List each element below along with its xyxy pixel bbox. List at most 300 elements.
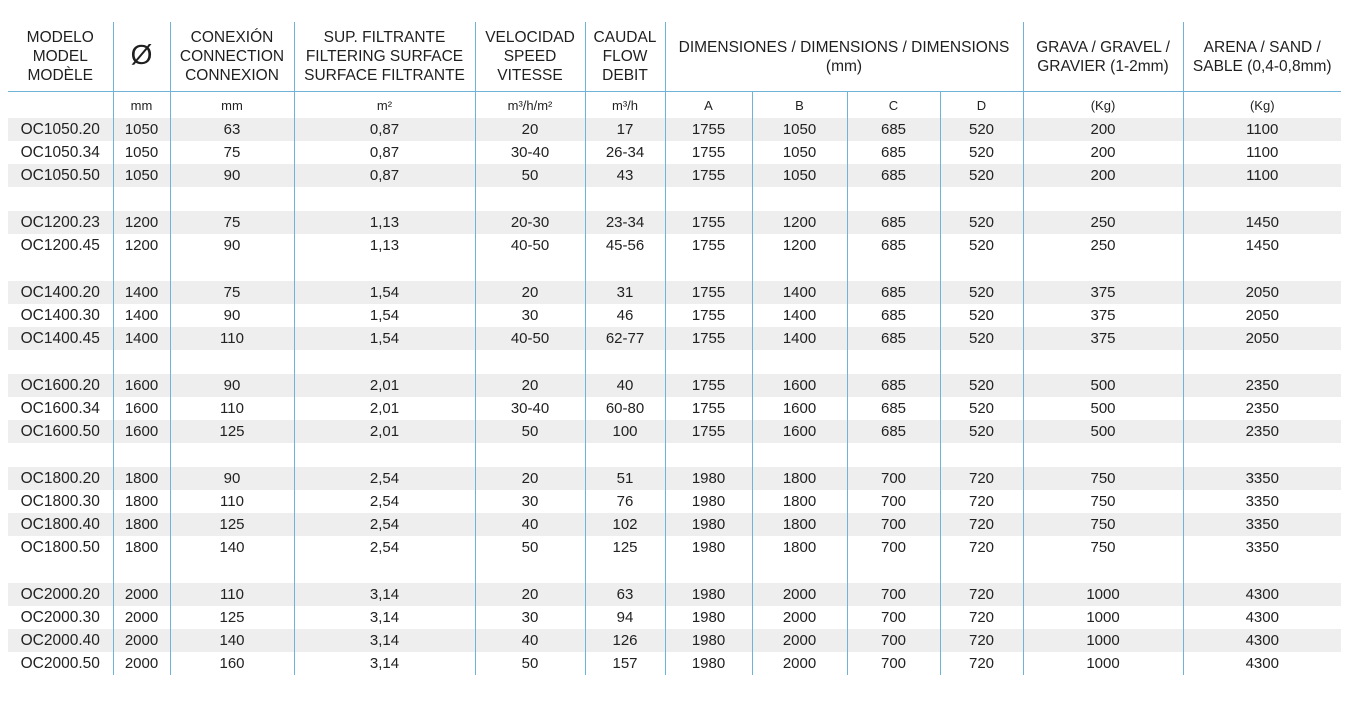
cell-diameter [113,443,170,467]
cell-speed: 40 [475,513,585,536]
unit-c: C [847,92,940,119]
cell-model: OC1600.34 [8,397,113,420]
cell-speed: 20 [475,583,585,606]
cell-surface [294,350,475,374]
cell-model: OC1800.30 [8,490,113,513]
cell-b: 1050 [752,141,847,164]
table-row [8,327,1341,350]
cell-connection: 90 [170,234,294,257]
cell-gravel: 250 [1023,211,1183,234]
cell-connection: 110 [170,397,294,420]
cell-flow: 62-77 [585,327,665,350]
cell-diameter: 1400 [113,304,170,327]
cell-speed: 50 [475,536,585,559]
cell-b [752,559,847,583]
cell-speed: 30 [475,304,585,327]
table-row [8,118,1341,141]
cell-a: 1755 [665,118,752,141]
cell-model: OC2000.20 [8,583,113,606]
cell-sand [1183,559,1341,583]
cell-sand: 1100 [1246,144,1279,161]
cell-model [8,350,113,374]
cell-c: 685 [847,327,940,350]
unit-model [8,92,113,119]
cell-gravel: 250 [1023,234,1183,257]
cell-d: 520 [940,397,1023,420]
cell-surface: 1,13 [294,234,475,257]
group-spacer-row [8,443,1341,467]
cell-c [847,350,940,374]
unit-a: A [665,92,752,119]
cell-surface: 2,54 [294,536,475,559]
cell-gravel: 375 [1023,281,1183,304]
cell-sand [1183,443,1341,467]
cell-d: 520 [940,304,1023,327]
cell-d [940,559,1023,583]
cell-c [847,443,940,467]
cell-d: 720 [940,652,1023,675]
cell-b: 1050 [752,118,847,141]
table-row [8,281,1341,304]
cell-model: OC1400.20 [8,281,113,304]
unit-row [8,92,1341,119]
cell-a: 1755 [665,304,752,327]
cell-connection: 110 [170,490,294,513]
cell-c [847,257,940,281]
cell-a: 1755 [665,327,752,350]
cell-diameter: 1050 [113,141,170,164]
cell-model: OC1050.34 [8,141,113,164]
cell-flow: 51 [585,467,665,490]
cell-surface: 2,01 [294,397,475,420]
cell-gravel: 750 [1023,490,1183,513]
cell-a: 1755 [665,420,752,443]
group-spacer-row [8,559,1341,583]
cell-gravel [1023,187,1183,211]
cell-model: OC1800.20 [8,467,113,490]
cell-a [665,443,752,467]
cell-model: OC1600.20 [8,374,113,397]
cell-connection: 125 [170,513,294,536]
table-row [8,141,1341,164]
cell-b: 1050 [752,164,847,187]
table-row [8,211,1341,234]
cell-diameter [113,350,170,374]
cell-model: OC1800.50 [8,536,113,559]
cell-diameter [113,559,170,583]
cell-surface: 2,54 [294,513,475,536]
cell-surface: 0,87 [294,141,475,164]
cell-connection [170,443,294,467]
cell-speed: 40-50 [475,327,585,350]
cell-a: 1755 [665,164,752,187]
cell-gravel [1023,559,1183,583]
cell-surface [294,559,475,583]
table-row [8,397,1341,420]
cell-c: 685 [847,420,940,443]
cell-a: 1980 [665,629,752,652]
cell-b [752,443,847,467]
cell-connection: 90 [170,374,294,397]
cell-c: 700 [847,583,940,606]
cell-b: 1400 [752,327,847,350]
header-diameter: Ø [113,22,170,92]
cell-gravel: 500 [1023,374,1183,397]
cell-speed [475,443,585,467]
cell-gravel: 1000 [1023,606,1183,629]
header-connection: CONEXIÓN CONNECTION CONNEXION [170,22,294,92]
cell-diameter: 1800 [113,513,170,536]
cell-model: OC1200.23 [8,211,113,234]
cell-d: 720 [940,467,1023,490]
table-row [8,420,1341,443]
cell-surface: 1,54 [294,281,475,304]
cell-d: 520 [940,211,1023,234]
cell-c: 685 [847,141,940,164]
cell-c: 685 [847,304,940,327]
unit-diameter: mm [113,92,170,119]
cell-model [8,257,113,281]
table-row [8,606,1341,629]
cell-sand: 4300 [1183,583,1341,606]
cell-c: 685 [847,397,940,420]
group-spacer-row [8,257,1341,281]
cell-gravel: 375 [1023,327,1183,350]
cell-b: 1200 [752,234,847,257]
group-spacer-row [8,187,1341,211]
cell-model: OC1050.50 [8,164,113,187]
cell-sand: 1100 [1183,118,1341,141]
cell-model: OC1600.50 [8,420,113,443]
cell-diameter: 1200 [113,211,170,234]
table-row [8,629,1341,652]
cell-sand: 2050 [1183,281,1341,304]
cell-surface: 2,01 [294,374,475,397]
cell-d: 720 [940,629,1023,652]
unit-connection: mm [170,92,294,119]
table-row [8,374,1341,397]
cell-model: OC1200.45 [8,234,113,257]
cell-c: 685 [847,281,940,304]
cell-model: OC2000.50 [8,652,113,675]
cell-sand: 4300 [1245,609,1279,626]
cell-flow [585,559,665,583]
cell-speed: 30-40 [475,397,585,420]
cell-b: 2000 [752,606,847,629]
cell-a: 1980 [665,536,752,559]
cell-surface: 2,54 [294,467,475,490]
cell-c: 700 [847,467,940,490]
cell-model: OC2000.30 [8,606,113,629]
cell-flow: 26-34 [585,141,665,164]
cell-a: 1755 [665,234,752,257]
cell-sand [1183,350,1341,374]
cell-b: 1600 [752,420,847,443]
cell-flow [585,257,665,281]
cell-b: 1400 [752,304,847,327]
cell-surface: 3,14 [294,583,475,606]
cell-gravel [1023,350,1183,374]
cell-sand: 1450 [1183,211,1341,234]
cell-b: 1800 [752,513,847,536]
cell-surface [294,187,475,211]
header-sand: ARENA / SAND / SABLE (0,4-0,8mm) [1192,38,1332,75]
cell-c [847,559,940,583]
cell-diameter: 2000 [113,606,170,629]
cell-sand: 3350 [1245,493,1279,510]
unit-d: D [940,92,1023,119]
cell-flow: 102 [585,513,665,536]
cell-b [752,187,847,211]
cell-c: 685 [847,164,940,187]
filter-spec-table [8,22,1341,675]
cell-d [940,257,1023,281]
cell-sand: 3350 [1183,467,1341,490]
cell-speed [475,257,585,281]
cell-model: OC1050.20 [8,118,113,141]
header-gravel: GRAVA / GRAVEL / GRAVIER (1-2mm) [1023,22,1183,92]
cell-a: 1755 [665,397,752,420]
cell-c: 685 [847,118,940,141]
cell-flow: 31 [585,281,665,304]
unit-speed: m³/h/m² [475,92,585,119]
header-surface: SUP. FILTRANTE FILTERING SURFACE SURFACE FILTRANTE [294,22,475,92]
cell-speed: 20 [475,281,585,304]
cell-c [847,187,940,211]
cell-flow: 76 [585,490,665,513]
cell-a: 1980 [665,583,752,606]
cell-flow: 45-56 [585,234,665,257]
cell-d: 520 [940,141,1023,164]
table-row [8,234,1341,257]
cell-connection: 63 [170,118,294,141]
cell-speed: 20-30 [475,211,585,234]
cell-d: 520 [940,420,1023,443]
cell-speed: 20 [475,467,585,490]
cell-sand: 1100 [1183,164,1341,187]
cell-gravel: 200 [1023,141,1183,164]
cell-a: 1980 [665,606,752,629]
cell-flow [585,350,665,374]
cell-connection [170,257,294,281]
cell-speed: 30 [475,606,585,629]
cell-surface: 0,87 [294,164,475,187]
cell-a [665,187,752,211]
cell-diameter: 1400 [113,327,170,350]
header-flow: CAUDAL FLOW DEBIT [585,22,665,92]
cell-b: 2000 [752,583,847,606]
cell-a: 1755 [665,374,752,397]
cell-a: 1980 [665,652,752,675]
cell-d: 720 [940,513,1023,536]
cell-c: 700 [847,629,940,652]
header-model: MODELO MODEL MODÈLE [8,22,113,92]
cell-c: 700 [847,606,940,629]
cell-b: 2000 [752,652,847,675]
cell-connection: 75 [170,211,294,234]
cell-flow: 100 [585,420,665,443]
cell-b [752,350,847,374]
cell-a: 1755 [665,141,752,164]
cell-a: 1980 [665,513,752,536]
cell-surface: 2,01 [294,420,475,443]
cell-gravel: 200 [1023,164,1183,187]
cell-sand: 3350 [1245,539,1279,556]
cell-d: 520 [940,281,1023,304]
table-row [8,513,1341,536]
cell-d [940,443,1023,467]
header-speed: VELOCIDAD SPEED VITESSE [475,22,585,92]
cell-connection: 90 [170,164,294,187]
cell-flow: 43 [585,164,665,187]
table-row [8,652,1341,675]
cell-c: 685 [847,211,940,234]
cell-d: 720 [940,583,1023,606]
unit-sand: (Kg) [1183,92,1341,119]
unit-b: B [752,92,847,119]
cell-diameter: 1600 [113,374,170,397]
cell-gravel: 500 [1023,420,1183,443]
cell-sand: 4300 [1183,629,1341,652]
cell-connection [170,187,294,211]
table-row [8,164,1341,187]
cell-connection: 125 [170,420,294,443]
group-spacer-row [8,350,1341,374]
cell-surface [294,443,475,467]
cell-b: 1600 [752,374,847,397]
cell-diameter: 1600 [113,397,170,420]
cell-connection: 110 [170,327,294,350]
cell-surface: 3,14 [294,606,475,629]
cell-connection: 90 [170,467,294,490]
cell-diameter: 1050 [113,118,170,141]
cell-sand: 1450 [1245,237,1279,254]
cell-b: 1800 [752,467,847,490]
cell-gravel [1023,257,1183,281]
cell-a: 1980 [665,467,752,490]
cell-diameter: 1800 [113,467,170,490]
cell-speed [475,559,585,583]
cell-sand: 4300 [1245,655,1279,672]
cell-speed: 20 [475,374,585,397]
cell-d: 520 [940,327,1023,350]
cell-b [752,257,847,281]
header-dimensions: DIMENSIONES / DIMENSIONS / DIMENSIONS (mm) [665,22,1023,92]
cell-b: 1400 [752,281,847,304]
cell-a: 1755 [665,281,752,304]
cell-c: 700 [847,652,940,675]
cell-diameter: 2000 [113,629,170,652]
table-row [8,490,1341,513]
cell-c: 700 [847,536,940,559]
cell-surface: 1,54 [294,304,475,327]
cell-gravel: 200 [1023,118,1183,141]
cell-a [665,257,752,281]
cell-connection: 75 [170,141,294,164]
cell-diameter: 1600 [113,420,170,443]
cell-model: OC1400.45 [8,327,113,350]
cell-speed: 50 [475,652,585,675]
cell-surface: 2,54 [294,490,475,513]
cell-gravel: 500 [1023,397,1183,420]
cell-flow [585,187,665,211]
table-row [8,536,1341,559]
cell-speed: 50 [475,164,585,187]
cell-flow: 17 [585,118,665,141]
cell-diameter: 2000 [113,652,170,675]
cell-gravel: 750 [1023,536,1183,559]
cell-model [8,443,113,467]
unit-surface: m² [294,92,475,119]
cell-flow: 125 [585,536,665,559]
cell-sand: 2350 [1183,420,1341,443]
cell-gravel: 1000 [1023,652,1183,675]
cell-d: 520 [940,164,1023,187]
cell-diameter: 1800 [113,490,170,513]
cell-model [8,559,113,583]
cell-d: 720 [940,490,1023,513]
cell-sand: 3350 [1183,513,1341,536]
cell-a: 1980 [665,490,752,513]
table-row [8,583,1341,606]
cell-connection: 160 [170,652,294,675]
cell-gravel: 1000 [1023,583,1183,606]
cell-sand: 2350 [1183,374,1341,397]
cell-speed: 30-40 [475,141,585,164]
cell-sand [1183,187,1341,211]
cell-b: 1800 [752,536,847,559]
cell-gravel [1023,443,1183,467]
cell-connection: 75 [170,281,294,304]
cell-surface: 3,14 [294,652,475,675]
cell-c: 700 [847,513,940,536]
cell-surface: 1,54 [294,327,475,350]
cell-surface: 1,13 [294,211,475,234]
cell-speed: 50 [475,420,585,443]
cell-gravel: 750 [1023,467,1183,490]
cell-b: 2000 [752,629,847,652]
cell-a [665,350,752,374]
cell-model: OC1400.30 [8,304,113,327]
cell-d: 520 [940,374,1023,397]
cell-model: OC2000.40 [8,629,113,652]
cell-d: 520 [940,234,1023,257]
cell-c: 685 [847,374,940,397]
cell-c: 685 [847,234,940,257]
cell-b: 1200 [752,211,847,234]
cell-diameter: 1400 [113,281,170,304]
cell-connection: 110 [170,583,294,606]
cell-flow: 63 [585,583,665,606]
cell-b: 1600 [752,397,847,420]
cell-connection [170,350,294,374]
unit-flow: m³/h [585,92,665,119]
cell-connection: 140 [170,536,294,559]
cell-flow: 40 [585,374,665,397]
cell-surface [294,257,475,281]
cell-d: 720 [940,536,1023,559]
cell-speed: 40 [475,629,585,652]
cell-flow: 23-34 [585,211,665,234]
cell-diameter: 2000 [113,583,170,606]
cell-model [8,187,113,211]
cell-sand: 2050 [1245,307,1279,324]
cell-speed: 20 [475,118,585,141]
cell-d: 520 [940,118,1023,141]
cell-d [940,187,1023,211]
cell-sand: 2350 [1245,400,1279,417]
cell-c: 700 [847,490,940,513]
